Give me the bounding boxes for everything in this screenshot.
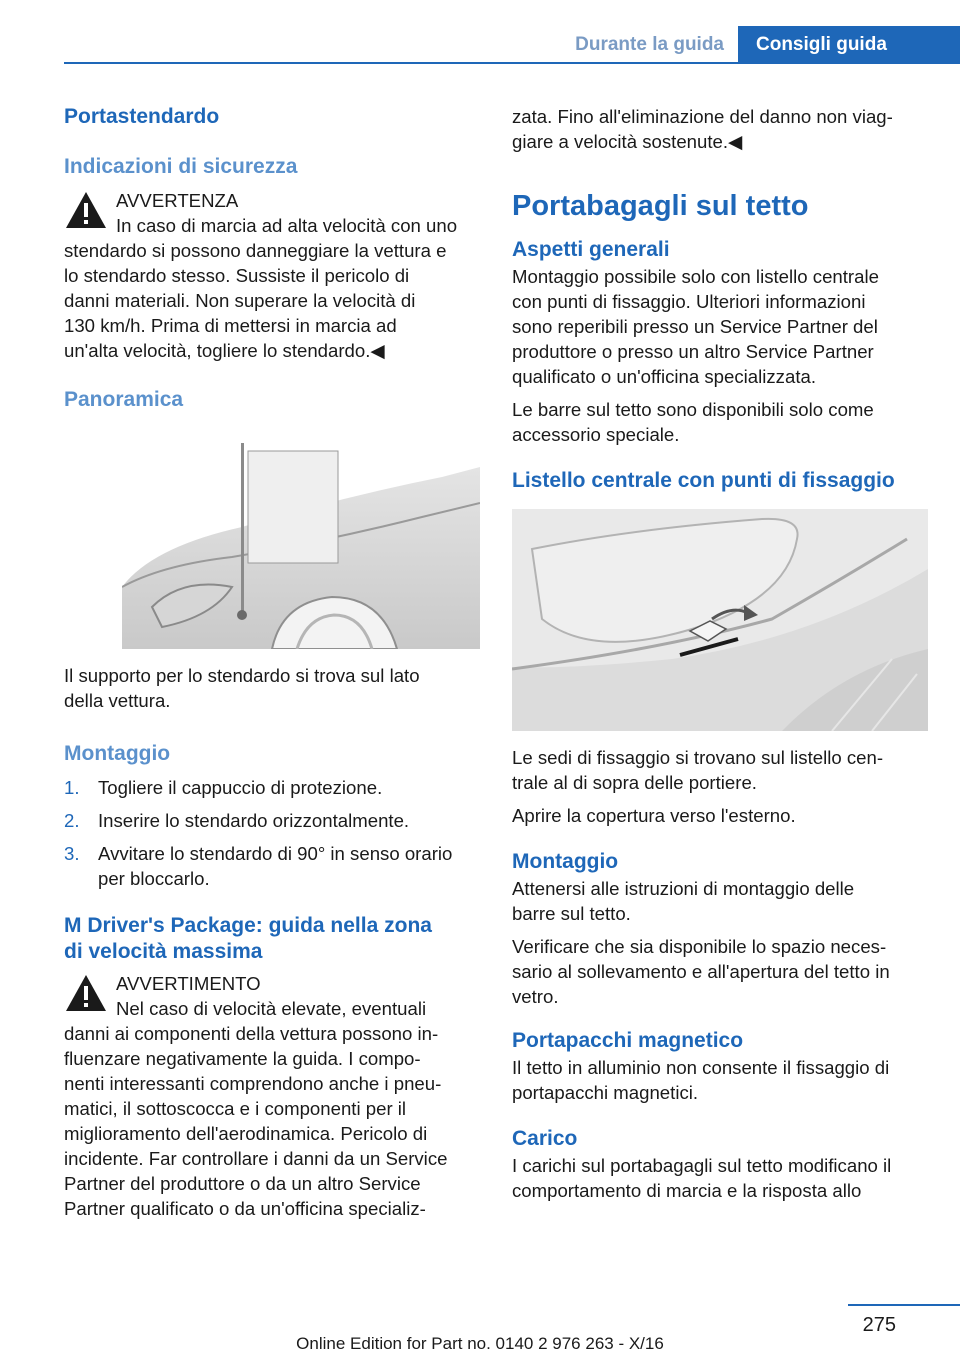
flag-holder-illustration — [122, 437, 480, 649]
warning-text: danni ai componenti della vettura possono in‐ — [64, 1023, 439, 1044]
list-item — [64, 841, 479, 891]
warning-text: In caso di marcia ad alta velocità con uno — [116, 215, 458, 236]
warning-text: Partner del produttore o da un altro Service — [64, 1173, 421, 1194]
heading-overview: Panoramica — [64, 388, 184, 411]
warning-text: matici, il sottoscocca e i componenti per il — [64, 1098, 407, 1119]
step-text: Togliere il cappuccio di protezione. — [98, 777, 383, 798]
warning-text: danni materiali. Non superare la velocità di — [64, 290, 416, 311]
warning-triangle-icon — [64, 190, 108, 230]
step-text: per bloccarlo. — [98, 868, 210, 889]
left-column — [64, 102, 479, 1221]
heading-line: di velocità massima — [64, 940, 263, 963]
body-text: sono reperibili presso un Service Partner del — [512, 316, 878, 337]
warning-box-1 — [64, 188, 479, 363]
warning-title: AVVERTIMENTO — [116, 973, 261, 994]
body-text: Il tetto in alluminio non consente il fissaggio di — [512, 1057, 890, 1078]
header-rule — [64, 62, 960, 64]
header-chapter-tab[interactable]: Consigli guida — [738, 26, 960, 64]
heading-m-drivers-package — [64, 913, 479, 965]
warning-continuation: zata. Fino all'eliminazione del danno non viag‐ — [512, 106, 893, 127]
warning-box-2 — [64, 971, 479, 1221]
right-column — [512, 104, 927, 1203]
body-text: portapacchi magnetici. — [512, 1082, 699, 1103]
body-text: sario al sollevamento e all'apertura del tetto in — [512, 961, 890, 982]
warning-text: lo stendardo stesso. Sussiste il pericolo di — [64, 265, 410, 286]
heading-flag-holder: Portastendardo — [64, 105, 220, 128]
warning-continuation: giare a velocità sostenute.◀ — [512, 131, 743, 152]
warning-text: Partner qualificato o da un'officina specializ‐ — [64, 1198, 426, 1219]
body-text: Attenersi alle istruzioni di montaggio delle — [512, 878, 855, 899]
body-text: comportamento di marcia e la risposta allo — [512, 1180, 862, 1201]
list-item — [64, 808, 479, 833]
heading-center-strip: Listello centrale con punti di fissaggio — [512, 469, 895, 492]
body-text: trale al di sopra delle portiere. — [512, 772, 757, 793]
body-text: Montaggio possibile solo con listello centrale — [512, 266, 879, 287]
body-text: con punti di fissaggio. Ulteriori informazioni — [512, 291, 866, 312]
footer-edition: Online Edition for Part no. 0140 2 976 263 - X/16 — [296, 1334, 664, 1353]
heading-mounting: Montaggio — [64, 742, 171, 765]
body-text: Aprire la copertura verso l'esterno. — [512, 805, 796, 826]
body-text: barre sul tetto. — [512, 903, 631, 924]
roof-strip-illustration — [512, 509, 928, 731]
footer-rule — [848, 1304, 960, 1306]
body-text: vetro. — [512, 986, 559, 1007]
body-text: Le sedi di fissaggio si trovano sul listello cen‐ — [512, 747, 884, 768]
body-text: produttore o presso un altro Service Partner — [512, 341, 874, 362]
body-text: qualificato o un'officina specializzata. — [512, 366, 816, 387]
heading-magnetic-rack: Portapacchi magnetico — [512, 1029, 744, 1052]
overview-caption: della vettura. — [64, 690, 171, 711]
header-section-tab[interactable]: Durante la guida — [575, 34, 724, 55]
warning-text: stendardo si possono danneggiare la vettura e — [64, 240, 447, 261]
body-text: Le barre sul tetto sono disponibili solo come — [512, 399, 874, 420]
warning-title: AVVERTENZA — [116, 190, 239, 211]
step-number: 2. — [64, 810, 80, 831]
heading-mounting-roof: Montaggio — [512, 850, 619, 873]
warning-text: 130 km/h. Prima di mettersi in marcia ad — [64, 315, 397, 336]
heading-line: M Driver's Package: guida nella zona — [64, 914, 432, 937]
heading-safety: Indicazioni di sicurezza — [64, 155, 298, 178]
step-number: 1. — [64, 777, 80, 798]
warning-text: incidente. Far controllare i danni da un Service — [64, 1148, 448, 1169]
warning-text: Nel caso di velocità elevate, eventuali — [116, 998, 427, 1019]
warning-text: miglioramento dell'aerodinamica. Pericolo di — [64, 1123, 428, 1144]
heading-load: Carico — [512, 1127, 578, 1150]
warning-triangle-icon — [64, 973, 108, 1013]
body-text: accessorio speciale. — [512, 424, 680, 445]
page-number: 275 — [862, 1314, 896, 1336]
warning-text: nenti interessanti comprendono anche i pneu‐ — [64, 1073, 442, 1094]
warning-text: un'alta velocità, togliere lo stendardo.◀ — [64, 340, 385, 361]
body-text: I carichi sul portabagagli sul tetto modificano il — [512, 1155, 892, 1176]
overview-caption: Il supporto per lo stendardo si trova sul lato — [64, 665, 420, 686]
body-text: Verificare che sia disponibile lo spazio neces‐ — [512, 936, 887, 957]
heading-roof-rack: Portabagagli sul tetto — [512, 190, 809, 222]
list-item — [64, 775, 479, 800]
step-text: Avvitare lo stendardo di 90° in senso orario — [98, 843, 453, 864]
steps-list — [64, 775, 479, 891]
step-number: 3. — [64, 843, 80, 864]
heading-general: Aspetti generali — [512, 238, 670, 261]
warning-text: fluenzare negativamente la guida. I compo‐ — [64, 1048, 421, 1069]
step-text: Inserire lo stendardo orizzontalmente. — [98, 810, 410, 831]
